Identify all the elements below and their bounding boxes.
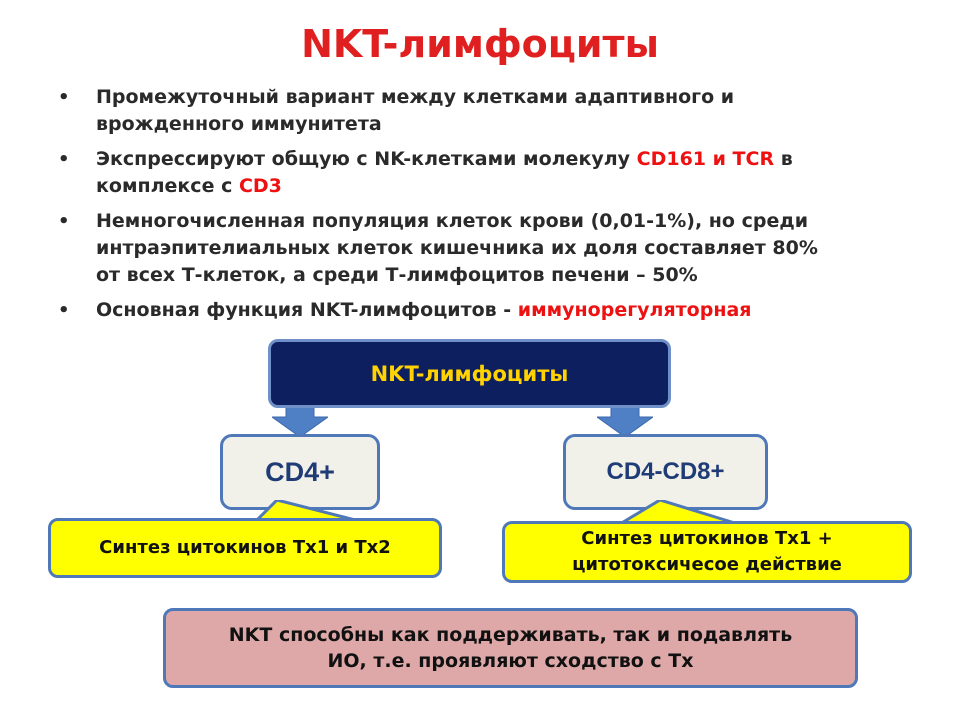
bullet-text: Промежуточный вариант между клетками адаптивного и [96, 86, 735, 108]
bullet-text: врожденного иммунитета [96, 113, 382, 135]
bullet-item [58, 297, 918, 324]
bullet-text: Немногочисленная популяция клеток крови (0,01-1%), но среди [96, 210, 809, 232]
bullet-item [58, 146, 918, 200]
bullet-text: комплексе с [96, 175, 239, 197]
bullet-text: в [774, 148, 793, 170]
highlight-text: CD3 [238, 175, 282, 197]
summary-note [163, 608, 858, 688]
bullet-icon: • [58, 87, 70, 108]
bullet-text: от всех Т-клеток, а среди Т-лимфоцитов печени – 50% [96, 264, 698, 286]
summary-text: ИО, т.е. проявляют сходство с Тх [327, 650, 694, 672]
arrow-down-left-icon [272, 405, 328, 437]
bullet-icon: • [58, 149, 70, 170]
cd4-box: CD4+ [220, 434, 380, 510]
bullet-text: интраэпителиальных клеток кишечника их доля составляет 80% [96, 237, 818, 259]
bullet-text: Основная функция NKT-лимфоцитов - [96, 299, 518, 321]
note-text: цитотоксичесое действие [572, 554, 842, 575]
nkt-lymphocytes-box: NKT-лимфоциты [268, 339, 671, 408]
bullet-icon: • [58, 300, 70, 321]
note-text: Синтез цитокинов Тх1 и Тх2 [99, 537, 391, 558]
summary-text: NKT способны как поддерживать, так и подавлять [228, 624, 793, 646]
slide-title: NKT-лимфоциты [301, 22, 659, 66]
arrow-down-right-icon [597, 405, 653, 437]
cd4-cd8-function-note [502, 521, 912, 583]
cd4-cd8-box: CD4-CD8+ [563, 434, 768, 510]
highlight-text: иммунорегуляторная [517, 299, 752, 321]
bullet-icon: • [58, 211, 70, 232]
cd4-function-note [48, 518, 442, 578]
bullet-item [58, 84, 918, 138]
bullet-list [58, 84, 918, 332]
bullet-item [58, 208, 918, 289]
highlight-text: CD161 и TCR [636, 148, 775, 170]
note-text: Синтез цитокинов Тх1 + [581, 528, 833, 549]
bullet-text: Экспрессируют общую с NK-клетками молекулу [96, 148, 637, 170]
